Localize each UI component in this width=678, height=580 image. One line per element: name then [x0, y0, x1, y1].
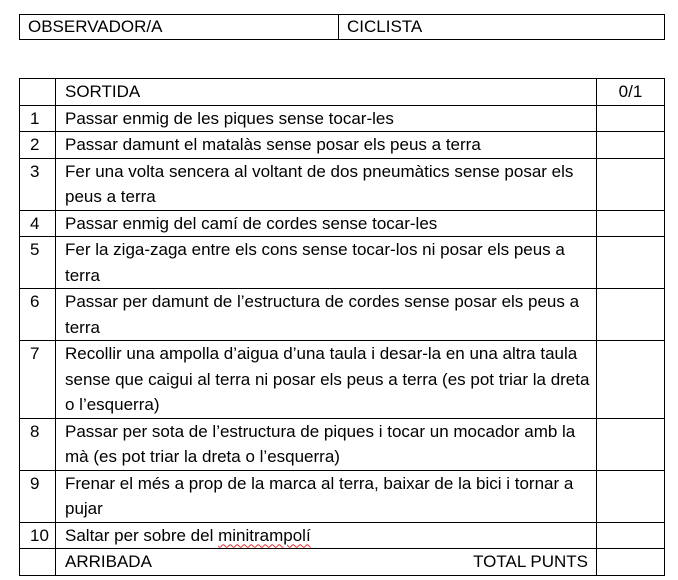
score-cell[interactable] [597, 470, 665, 522]
table-row [20, 341, 665, 419]
observer-label: OBSERVADOR/A [28, 17, 163, 36]
finish-row [20, 549, 665, 576]
table-row [20, 210, 665, 237]
table-row [20, 522, 665, 549]
score-cell[interactable] [597, 522, 665, 549]
row-number: 4 [20, 210, 56, 237]
task-text: Passar enmig de les piques sense tocar-les [56, 105, 597, 132]
score-cell[interactable] [597, 158, 665, 210]
score-cell[interactable] [597, 105, 665, 132]
score-header-cell [597, 79, 665, 106]
misspelled-word[interactable]: minitrampolí [218, 525, 311, 545]
score-cell[interactable] [597, 289, 665, 341]
task-text: Passar damunt el matalàs sense posar els peus a terra [56, 132, 597, 159]
cyclist-cell[interactable] [339, 15, 665, 40]
score-header: 0/1 [618, 82, 643, 101]
row-number: 10 [20, 522, 56, 549]
row-number: 1 [20, 105, 56, 132]
table-row [20, 289, 665, 341]
row-number: 6 [20, 289, 56, 341]
task-text: Passar enmig del camí de cordes sense tocar-les [56, 210, 597, 237]
task-text: Recollir una ampolla d’aigua d’una taula i desar-la en una altra taula sense que caigui al terra ni posar els peus a terra (es pot triar la dreta o l’esquerra) [56, 341, 597, 419]
task-text: Frenar el més a prop de la marca al terra, baixar de la bici i tornar a pujar [56, 470, 597, 522]
header-row [20, 15, 665, 40]
table-row [20, 470, 665, 522]
start-row [20, 79, 665, 106]
finish-cell [56, 549, 597, 576]
row-number: 3 [20, 158, 56, 210]
score-cell[interactable] [597, 210, 665, 237]
task-text: Passar per damunt de l’estructura de cordes sense posar els peus a terra [56, 289, 597, 341]
score-cell[interactable] [597, 418, 665, 470]
task-text: Fer una volta sencera al voltant de dos pneumàtics sense posar els peus a terra [56, 158, 597, 210]
task-text [56, 522, 597, 549]
start-label: SORTIDA [65, 82, 141, 101]
start-num-cell [20, 79, 56, 106]
observer-cell[interactable] [20, 15, 339, 40]
finish-wrap [65, 549, 590, 575]
table-row [20, 158, 665, 210]
cyclist-label: CICLISTA [347, 17, 423, 36]
table-row [20, 237, 665, 289]
total-score-cell[interactable] [597, 549, 665, 576]
header-table [19, 14, 665, 40]
score-cell[interactable] [597, 237, 665, 289]
finish-label: ARRIBADA [65, 552, 152, 571]
table-row [20, 132, 665, 159]
start-cell [56, 79, 597, 106]
row-number: 2 [20, 132, 56, 159]
task-text: Fer la ziga-zaga entre els cons sense tocar-los ni posar els peus a terra [56, 237, 597, 289]
task-text-prefix: Saltar per sobre del [65, 525, 219, 545]
table-row [20, 105, 665, 132]
score-cell[interactable] [597, 132, 665, 159]
table-row [20, 418, 665, 470]
task-text: Passar per sota de l’estructura de piques i tocar un mocador amb la mà (es pot triar la dreta o l’esquerra) [56, 418, 597, 470]
total-label: TOTAL PUNTS [473, 552, 588, 571]
score-table [19, 78, 665, 576]
row-number: 9 [20, 470, 56, 522]
finish-num-cell [20, 549, 56, 576]
row-number: 8 [20, 418, 56, 470]
row-number: 5 [20, 237, 56, 289]
row-number: 7 [20, 341, 56, 419]
score-cell[interactable] [597, 341, 665, 419]
